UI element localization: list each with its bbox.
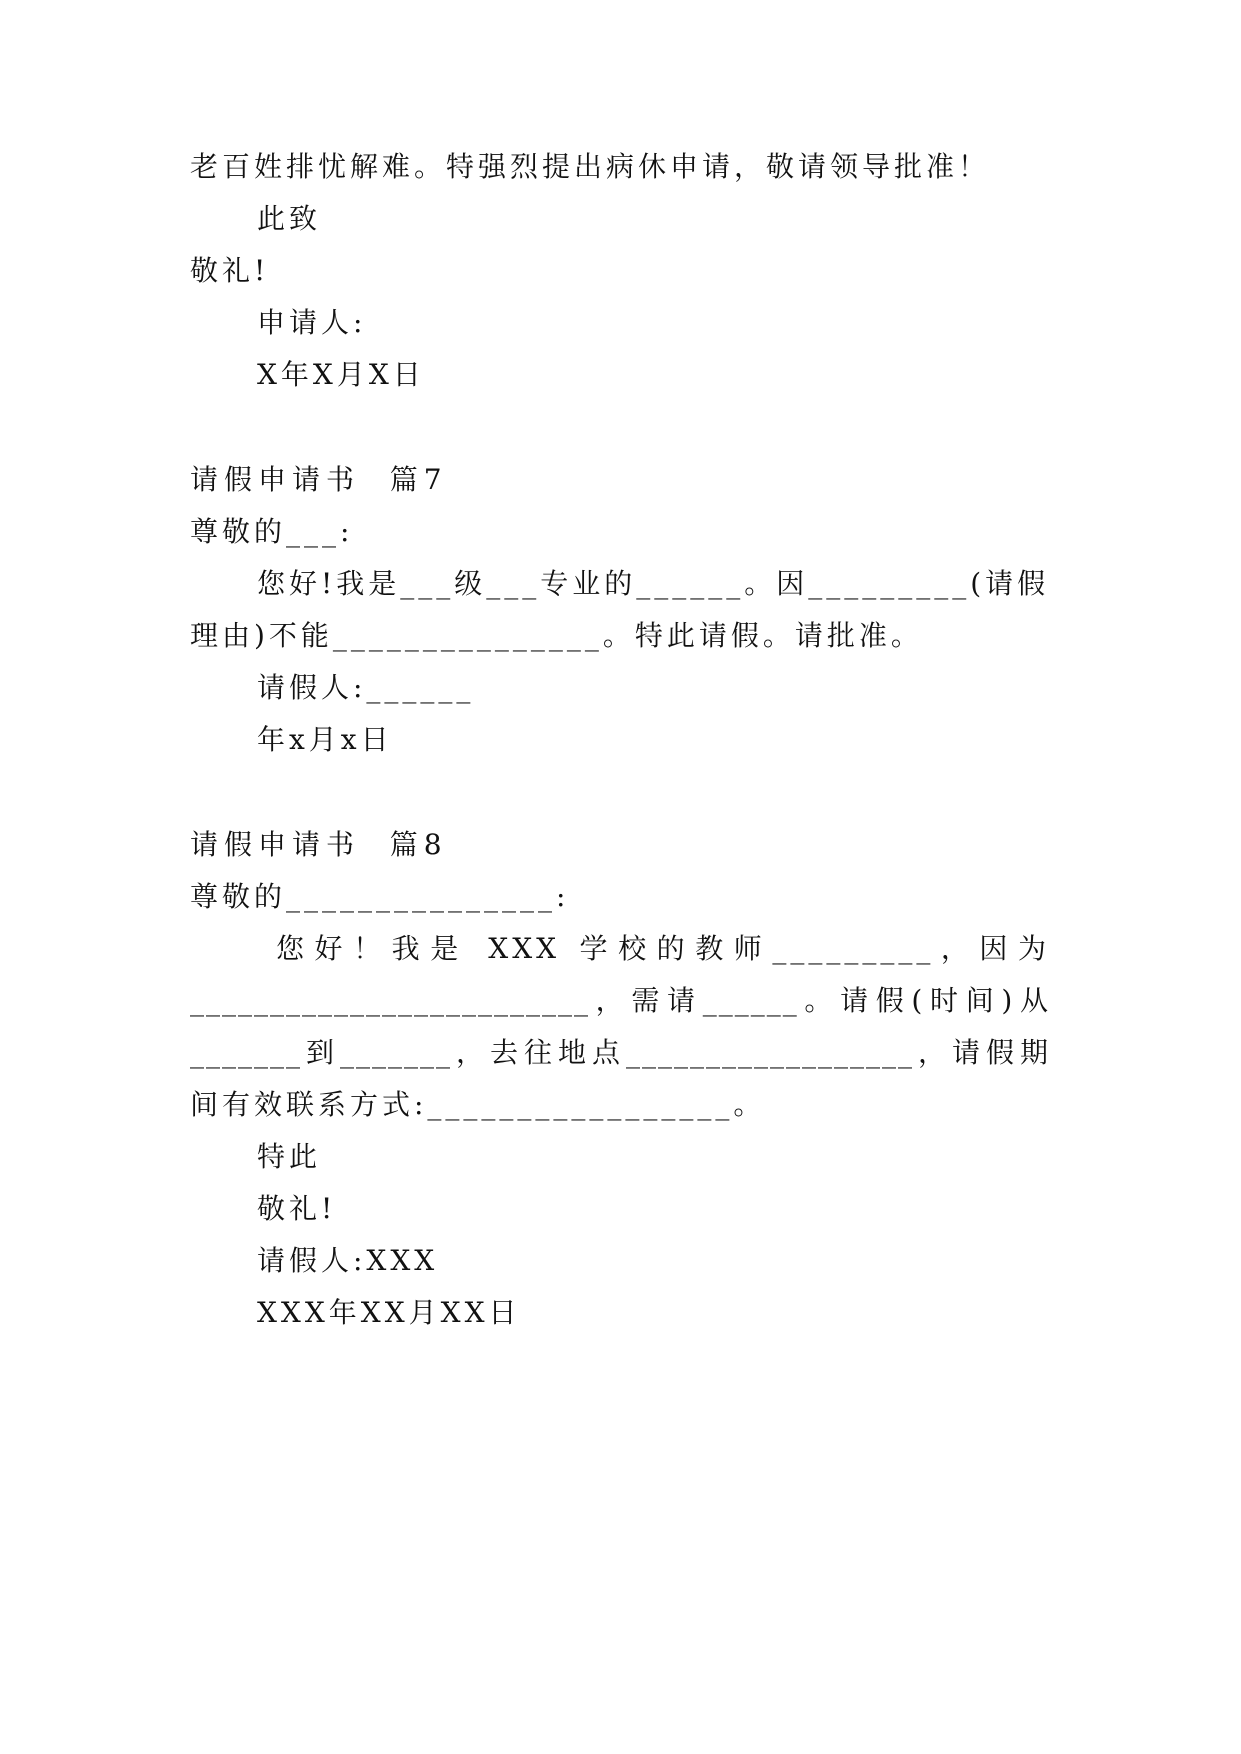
section-7-body-line-2: 理由)不能_______________。特此请假。请批准。 (190, 619, 923, 652)
section-8-body-line-3: _______到_______，去往地点__________________，请假期 (190, 1036, 1050, 1069)
section-7-body-line-1: 您好!我是___级___专业的______。因_________(请假 (257, 567, 1050, 600)
section-8-body-line-1: 您好！我是 XXX 学校的教师_________，因为 (276, 932, 1050, 965)
date-line: X年X月X日 (257, 358, 425, 391)
section-7-title: 请假申请书 篇7 (190, 463, 448, 496)
body-text-line: 老百姓排忧解难。特强烈提出病休申请，敬请领导批准！ (190, 150, 991, 183)
section-8-closing-phrase: 特此 (257, 1140, 322, 1173)
section-8-signer: 请假人:XXX (257, 1244, 439, 1277)
closing-phrase: 此致 (257, 202, 322, 235)
section-8-title: 请假申请书 篇8 (190, 828, 448, 861)
applicant-label: 申请人: (257, 306, 367, 339)
section-8-body-line-2: _________________________，需请______。请假(时间)从 (190, 984, 1050, 1017)
section-8-salutation: 尊敬的_______________: (190, 880, 570, 913)
section-7-date: 年x月x日 (257, 723, 393, 756)
section-7-salutation: 尊敬的___: (190, 515, 354, 548)
section-8-closing-salute: 敬礼! (257, 1192, 337, 1225)
section-7-signer: 请假人:______ (257, 671, 475, 704)
section-8-date: XXX年XX月XX日 (257, 1296, 521, 1329)
section-8-body-line-4: 间有效联系方式:_________________。 (190, 1088, 766, 1121)
closing-salute: 敬礼! (190, 254, 270, 287)
